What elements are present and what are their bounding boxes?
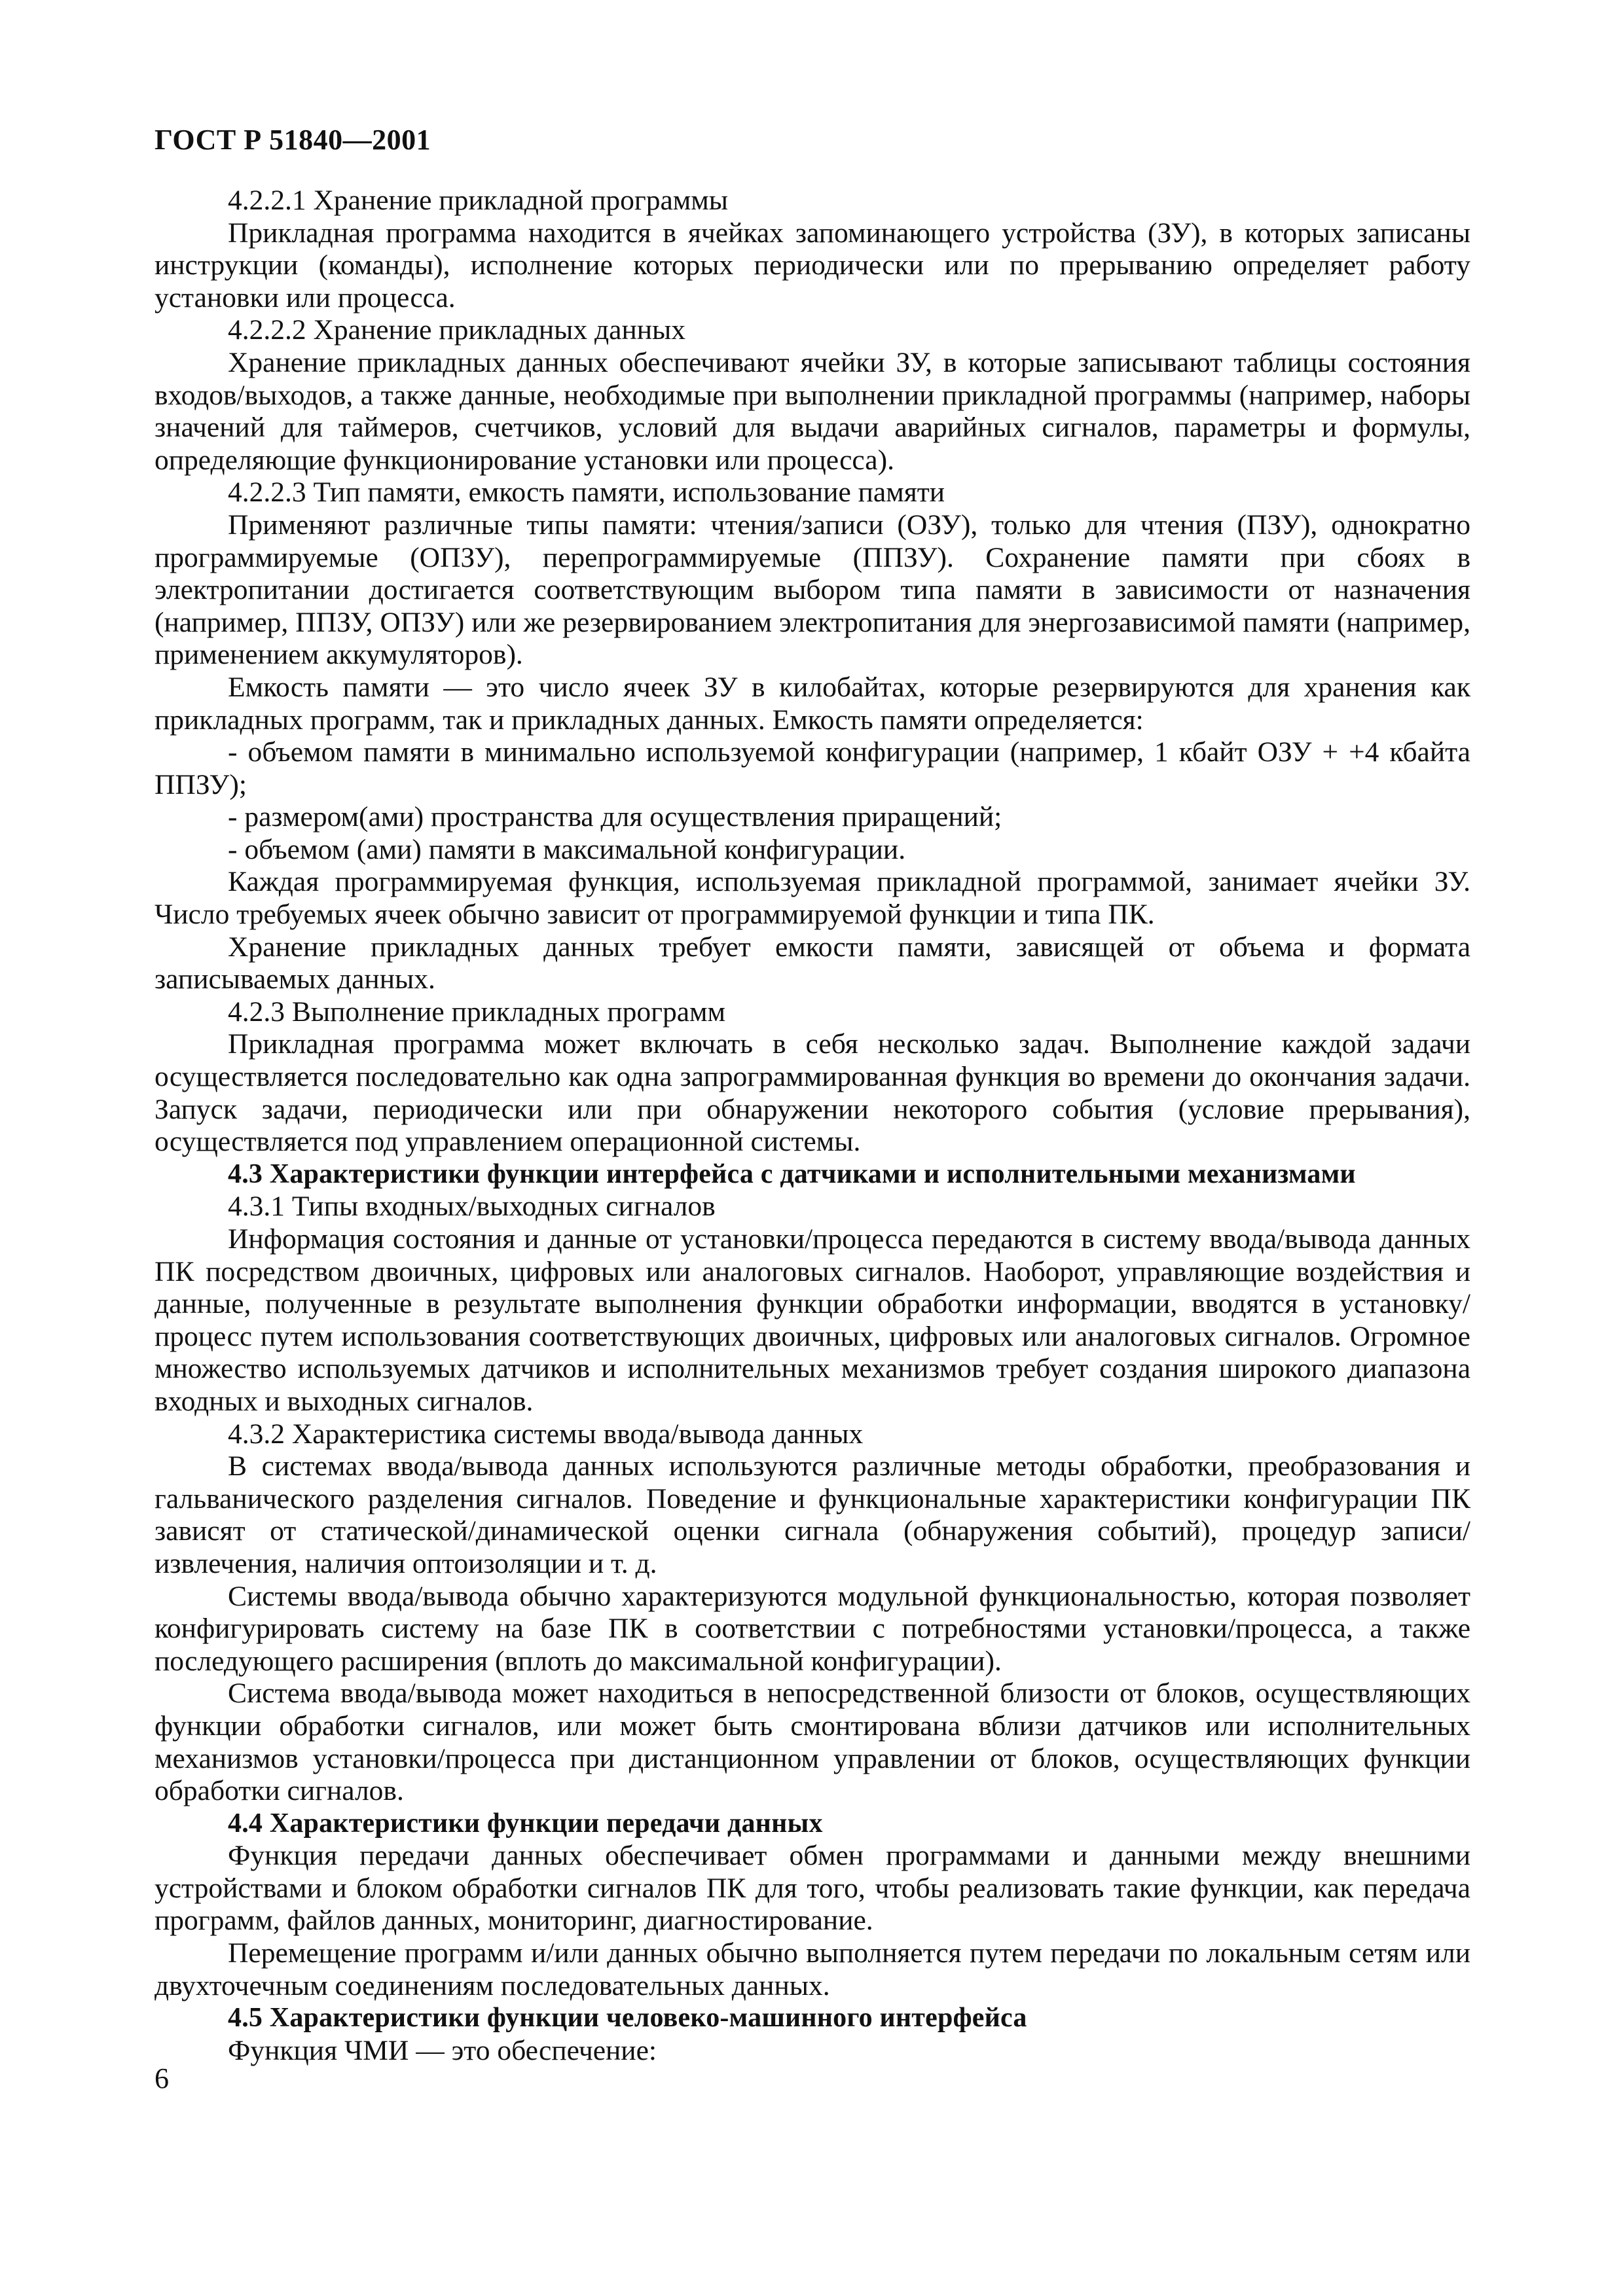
paragraph-memory-types: Применяют различные типы памяти: чтения/записи (ОЗУ), только для чтения (ПЗУ), однократно программируемые (ОПЗУ), перепрограммируемые (ППЗУ). Сохранение памяти при сбоях в электропитании достигается соответствующим выбором типа памяти в зависимости от назначения (например, ППЗУ, ОПЗУ) или же резервированием электропитания для энергозависимой памяти (например, применением аккумуляторов). — [155, 509, 1470, 671]
paragraph-data-capacity: Хранение прикладных данных требует емкости памяти, зависящей от объема и формата записываемых данных. — [155, 931, 1470, 996]
section-heading-4-5: 4.5 Характеристики функции человеко-машинного интерфейса — [228, 2003, 1027, 2034]
document-body — [155, 185, 1470, 2067]
paragraph-io-location: Система ввода/вывода может находиться в непосредственной близости от блоков, осуществляющих функции обработки сигналов, или может быть смонтирована вблизи датчиков или исполнительных механизмов установки/процесса при дистанционном управлении от блоков, осуществляющих функции обработки сигналов. — [155, 1677, 1470, 1807]
section-heading-4-4: 4.4 Характеристики функции передачи данных — [228, 1808, 823, 1839]
section-title-4-2-2-1: 4.2.2.1 Хранение прикладной программы — [228, 185, 729, 216]
section-heading-4-3: 4.3 Характеристики функции интерфейса с датчиками и исполнительными механизмами — [228, 1158, 1356, 1189]
section-title-4-2-3: 4.2.3 Выполнение прикладных программ — [228, 996, 726, 1028]
paragraph-programmable-function: Каждая программируемая функция, используемая прикладной программой, занимает ячейки ЗУ. Число требуемых ячеек обычно зависит от программируемой функции и типа ПК. — [155, 866, 1470, 931]
section-title-4-3-2: 4.3.2 Характеристика системы ввода/вывода данных — [228, 1418, 864, 1450]
paragraph-data-storage: Хранение прикладных данных обеспечивают ячейки ЗУ, в которые записывают таблицы состояния входов/выходов, а также данные, необходимые при выполнении прикладной программы (например, наборы значений для таймеров, счетчиков, условий для выдачи аварийных сигналов, параметры и формулы, определяющие функционирование установки или процесса). — [155, 346, 1470, 476]
page-number: 6 — [155, 2062, 169, 2094]
paragraph-data-movement: Перемещение программ и/или данных обычно выполняется путем передачи по локальным сетям или двухточечным соединениям последовательных данных. — [155, 1937, 1470, 2001]
paragraph-io-modularity: Системы ввода/вывода обычно характеризуются модульной функциональностью, которая позволяет конфигурировать систему на базе ПК в соответствии с потребностями установки/процесса, а также последующего расширения (вплоть до максимальной конфигурации). — [155, 1580, 1470, 1677]
paragraph-program-execution: Прикладная программа может включать в себя несколько задач. Выполнение каждой задачи осуществляется последовательно как одна запрограммированная функция во времени до окончания задачи. Запуск задачи, периодически или при обнаружении некоторого события (условие прерывания), осуществляется под управлением операционной системы. — [155, 1028, 1470, 1158]
section-title-4-2-2-2: 4.2.2.2 Хранение прикладных данных — [228, 314, 685, 346]
page-header-standard-id: ГОСТ Р 51840—2001 — [155, 124, 431, 156]
section-title-4-3-1: 4.3.1 Типы входных/выходных сигналов — [228, 1191, 716, 1223]
paragraph-data-transfer: Функция передачи данных обеспечивает обмен программами и данными между внешними устройствами и блоком обработки сигналов ПК для того, чтобы реализовать такие функции, как передача программ, файлов данных, мониторинг, диагностирование. — [155, 1840, 1470, 1937]
section-title-4-2-2-3: 4.2.2.3 Тип памяти, емкость памяти, использование памяти — [228, 476, 945, 509]
paragraph-signal-types: Информация состояния и данные от установки/процесса передаются в систему ввода/вывода данных ПК посредством двоичных, цифровых или аналоговых сигналов. Наоборот, управляющие воздействия и данные, полученные в результате выполнения функции обработки информации, вводятся в установку/процесс путем использования соответствующих двоичных, цифровых или аналоговых сигналов. Огромное множество используемых датчиков и исполнительных механизмов требует создания широкого диапазона входных и выходных сигналов. — [155, 1223, 1470, 1417]
paragraph-program-storage: Прикладная программа находится в ячейках запоминающего устройства (ЗУ), в которых записаны инструкции (команды), исполнение которых периодически или по прерыванию определяет работу установки или процесса. — [155, 217, 1470, 314]
list-item-increments: - размером(ами) пространства для осуществления приращений; — [228, 801, 1002, 833]
list-item-max-config: - объемом (ами) памяти в максимальной конфигурации. — [228, 833, 906, 865]
list-item-min-config: - объемом памяти в минимально используемой конфигурации (например, 1 кбайт ОЗУ + +4 кбайта ППЗУ); — [155, 736, 1470, 800]
paragraph-memory-capacity: Емкость памяти — это число ячеек ЗУ в килобайтах, которые резервируются для хранения как прикладных программ, так и прикладных данных. Емкость памяти определяется: — [155, 671, 1470, 736]
paragraph-io-methods: В системах ввода/вывода данных используются различные методы обработки, преобразования и гальванического разделения сигналов. Поведение и функциональные характеристики конфигурации ПК зависят от статической/динамической оценки сигнала (обнаружения событий), процедур записи/извлечения, наличия оптоизоляции и т. д. — [155, 1450, 1470, 1579]
paragraph-hmi-function: Функция ЧМИ — это обеспечение: — [228, 2034, 657, 2066]
